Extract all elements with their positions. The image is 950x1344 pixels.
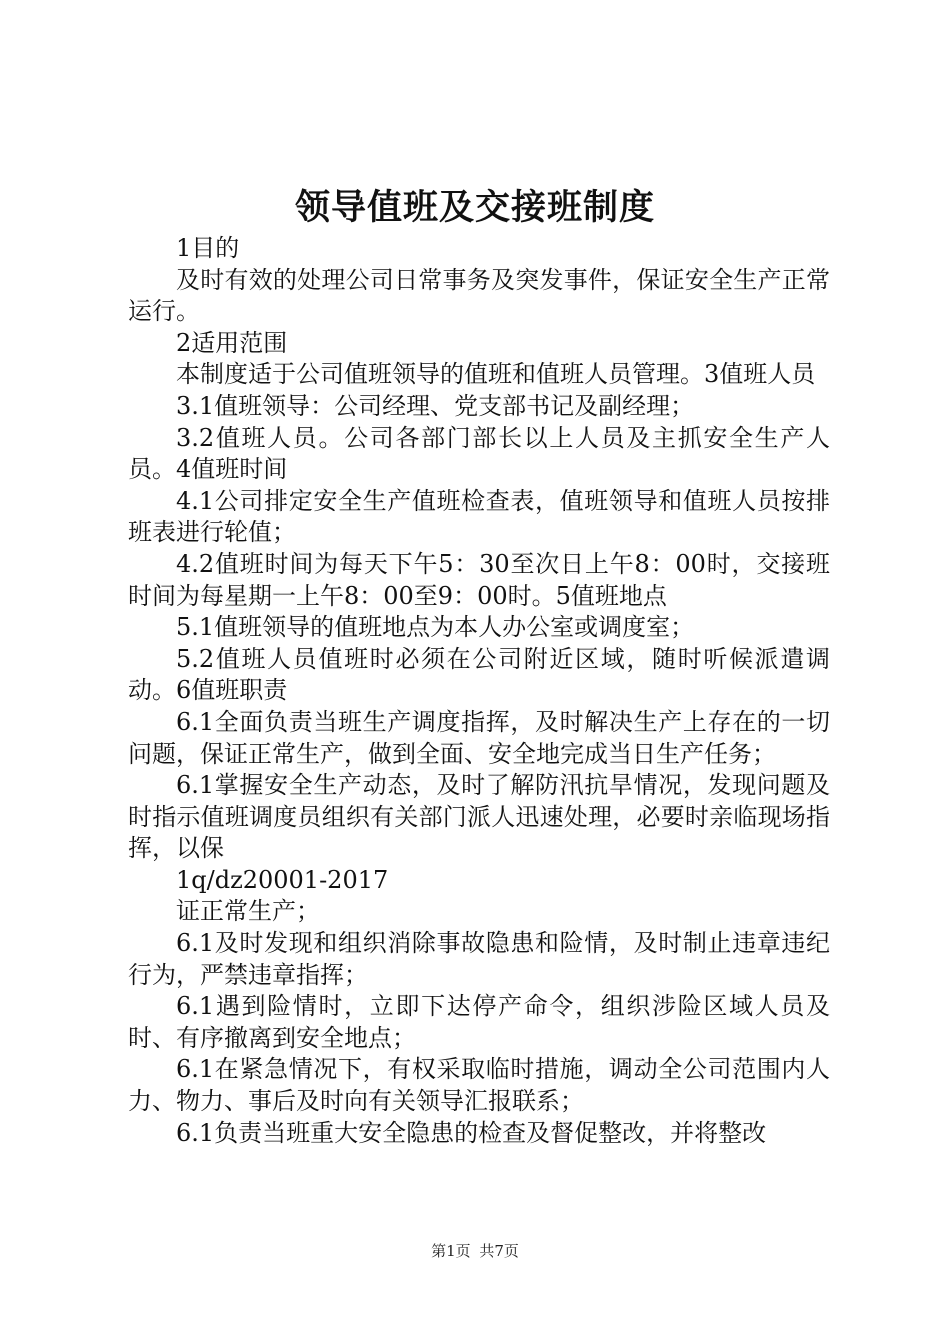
paragraph-4-2: 4.2值班时间为每天下午5：30至次日上午8：00时，交接班时间为每星期一上午8：00至9：00时。5值班地点	[128, 549, 830, 610]
document-body	[128, 233, 830, 1149]
document-title: 领导值班及交接班制度	[294, 187, 655, 228]
paragraph-scope: 本制度适于公司值班领导的值班和值班人员管理。3值班人员	[176, 360, 816, 389]
paragraph-3-1: 3.1值班领导：公司经理、党支部书记及副经理；	[176, 391, 695, 420]
paragraph-3-2: 3.2值班人员。公司各部门部长以上人员及主抓安全生产人员。4值班时间	[128, 423, 830, 484]
paragraph-6-1-a: 6.1全面负责当班生产调度指挥，及时解决生产上存在的一切问题，保证正常生产，做到全面、安全地完成当日生产任务；	[128, 707, 830, 768]
paragraph-purpose: 及时有效的处理公司日常事务及突发事件，保证安全生产正常运行。	[128, 265, 830, 326]
page-number: 第1页	[431, 1242, 471, 1260]
document-code: 1q/dz20001-2017	[176, 865, 389, 894]
paragraph-6-1-e: 6.1在紧急情况下，有权采取临时措施，调动全公司范围内人力、物力、事后及时向有关领导汇报联系；	[128, 1055, 830, 1116]
paragraph-6-1-c: 6.1及时发现和组织消除事故隐患和险情，及时制止违章违纪行为，严禁违章指挥；	[128, 929, 830, 989]
paragraph-5-2: 5.2值班人员值班时必须在公司附近区域，随时听候派遣调动。6值班职责	[128, 644, 830, 705]
section-heading-purpose: 1目的	[176, 234, 240, 262]
paragraph-4-1: 4.1公司排定安全生产值班检查表，值班领导和值班人员按排班表进行轮值；	[128, 486, 830, 547]
page-footer	[0, 1240, 950, 1262]
paragraph-5-1: 5.1值班领导的值班地点为本人办公室或调度室；	[176, 613, 695, 642]
page-total: 共7页	[479, 1242, 519, 1260]
paragraph-6-1-f: 6.1负责当班重大安全隐患的检查及督促整改，并将整改	[176, 1118, 767, 1147]
paragraph-6-1-b: 6.1掌握安全生产动态，及时了解防汛抗旱情况，发现问题及时指示值班调度员组织有关部门派人迅速处理，必要时亲临现场指挥，以保	[128, 771, 830, 863]
section-heading-scope: 2适用范围	[176, 328, 288, 357]
paragraph-continuation: 证正常生产；	[176, 897, 320, 926]
paragraph-6-1-d: 6.1遇到险情时，立即下达停产命令，组织涉险区域人员及时、有序撤离到安全地点；	[128, 992, 830, 1052]
